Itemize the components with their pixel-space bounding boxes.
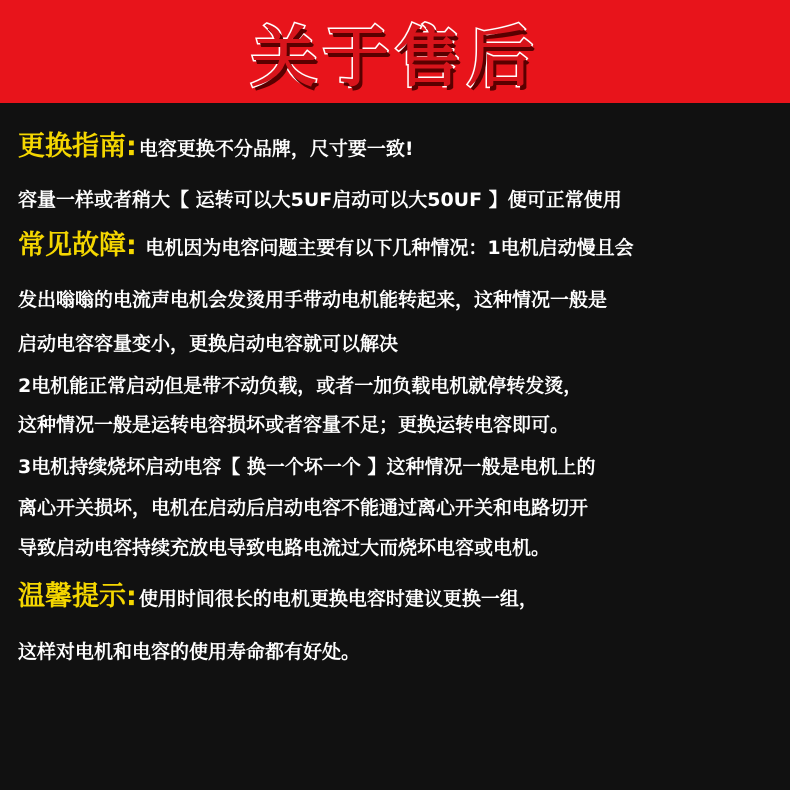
replace-guide-text: 电容更换不分品牌，尺寸要一致! (138, 138, 414, 160)
warm-tips-detail: 这样对电机和电容的使用寿命都有好处。 (18, 641, 361, 663)
fault-detail-line: 2电机能正常启动但是带不动负载，或者一加负载电机就停转发烫， (18, 375, 583, 397)
common-faults-text: 电机因为电容问题主要有以下几种情况：1电机启动慢且会 (138, 237, 634, 259)
warm-tips-text: 使用时间很长的电机更换电容时建议更换一组， (138, 588, 538, 610)
after-sales-content (0, 103, 790, 790)
fault-detail-line: 这种情况一般是运转电容损坏或者容量不足；更换运转电容即可。 (18, 414, 570, 436)
header-banner (0, 0, 790, 103)
page-title: 关于售后 (251, 18, 539, 96)
fault-detail-line: 启动电容容量变小，更换启动电容就可以解决 (18, 333, 399, 355)
fault-detail-line: 导致启动电容持续充放电导致电路电流过大而烧坏电容或电机。 (18, 537, 551, 559)
replace-guide-detail: 容量一样或者稍大【 运转可以大5UF启动可以大50UF 】便可正常使用 (18, 189, 622, 211)
replace-guide-heading: 更换指南: (18, 131, 137, 162)
common-faults-line (18, 226, 782, 268)
fault-detail-line: 发出嗡嗡的电流声电机会发烫用手带动电机能转起来，这种情况一般是 (18, 289, 608, 311)
fault-detail-line: 3电机持续烧坏启动电容【 换一个坏一个 】这种情况一般是电机上的 (18, 456, 596, 478)
warm-tips-line (18, 577, 782, 619)
fault-detail-line: 离心开关损坏，电机在启动后启动电容不能通过离心开关和电路切开 (18, 497, 589, 519)
replace-guide-line (18, 127, 782, 169)
common-faults-heading: 常见故障: (18, 230, 137, 261)
warm-tips-heading: 温馨提示: (18, 581, 137, 612)
